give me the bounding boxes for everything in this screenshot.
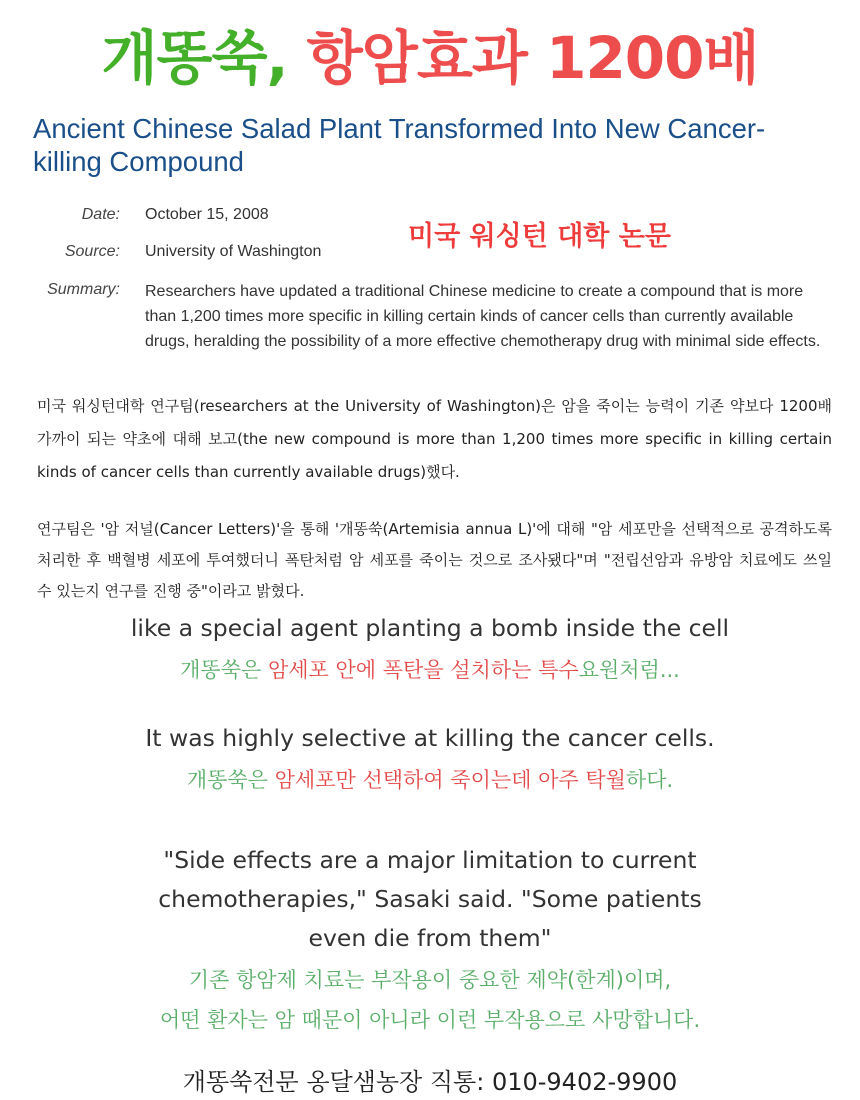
quote-1-ko-part-1: 개똥쑥은	[180, 658, 268, 682]
summary-label: Summary:	[47, 281, 120, 298]
quote-3-ko-line-1: 기존 항암제 치료는 부작용이 중요한 제약(한계)이며,	[188, 968, 672, 992]
source-label: Source:	[64, 243, 120, 260]
source-value: University of Washington	[145, 243, 322, 260]
quote-3-en-line-3: even die from them"	[308, 924, 552, 952]
footer-contact: 개똥쑥전문 옹달샘농장 직통: 010-9402-9900	[182, 1068, 678, 1096]
quote-1-ko-part-2: 암세포 안에 폭탄을 설치하는 특수	[267, 658, 579, 682]
headline-red: 항암효과 1200배	[306, 24, 759, 92]
quote-2-ko	[0, 764, 860, 794]
quote-2-ko-part-1: 개똥쑥은	[186, 768, 275, 792]
quote-3-ko-line-2: 어떤 환자는 암 때문이 아니라 이런 부작용으로 사망합니다.	[159, 1008, 701, 1032]
quote-2-ko-part-3: 하다.	[625, 768, 674, 792]
paragraph-1: 미국 워싱턴대학 연구팀(researchers at the University of Washington)은 암을 죽이는 능력이 기존 약보다 1200배 가까이 되는 약초에 대해 보고(the new compound is more than 1,200 times more specific in killing certain kinds of cancer cells than currently available drugs)했다.	[37, 397, 832, 481]
paragraph-2: 연구팀은 '암 저널(Cancer Letters)'을 통해 '개똥쑥(Artemisia annua L)'에 대해 "암 세포만을 선택적으로 공격하도록 처리한 후 백혈병 세포에 투여했더니 폭탄처럼 암 세포를 죽이는 것으로 조사됐다"며 "전립선암과 유방암 치료에도 쓰일 수 있는지 연구를 진행 중"이라고 밝혔다.	[37, 520, 832, 600]
quote-1-en: like a special agent planting a bomb inside the cell	[130, 614, 730, 642]
article-title: Ancient Chinese Salad Plant Transformed Into New Cancer-killing Compound	[33, 113, 766, 177]
headline	[0, 22, 860, 94]
quote-1-ko	[0, 654, 860, 684]
date-label: Date:	[81, 206, 120, 223]
quote-3-en-line-1: "Side effects are a major limitation to current	[163, 846, 697, 874]
quote-3-en-line-2: chemotherapies," Sasaki said. "Some patients	[158, 885, 702, 913]
quote-1-ko-part-3: 요원처럼...	[578, 658, 680, 682]
date-value: October 15, 2008	[145, 206, 269, 223]
quote-2-en: It was highly selective at killing the cancer cells.	[145, 724, 715, 752]
korean-note: 미국 워싱턴 대학 논문	[408, 221, 671, 252]
quote-2-ko-part-2: 암세포만 선택하여 죽이는데 아주 탁월	[274, 768, 626, 792]
summary-text: Researchers have updated a traditional Chinese medicine to create a compound that is more than 1,200 times more specific in killing certain kinds of cancer cells than currently available drugs, heralding the possibility of a more effective chemotherapy drug with minimal side effects.	[145, 283, 821, 350]
headline-green: 개똥쑥,	[101, 24, 288, 92]
